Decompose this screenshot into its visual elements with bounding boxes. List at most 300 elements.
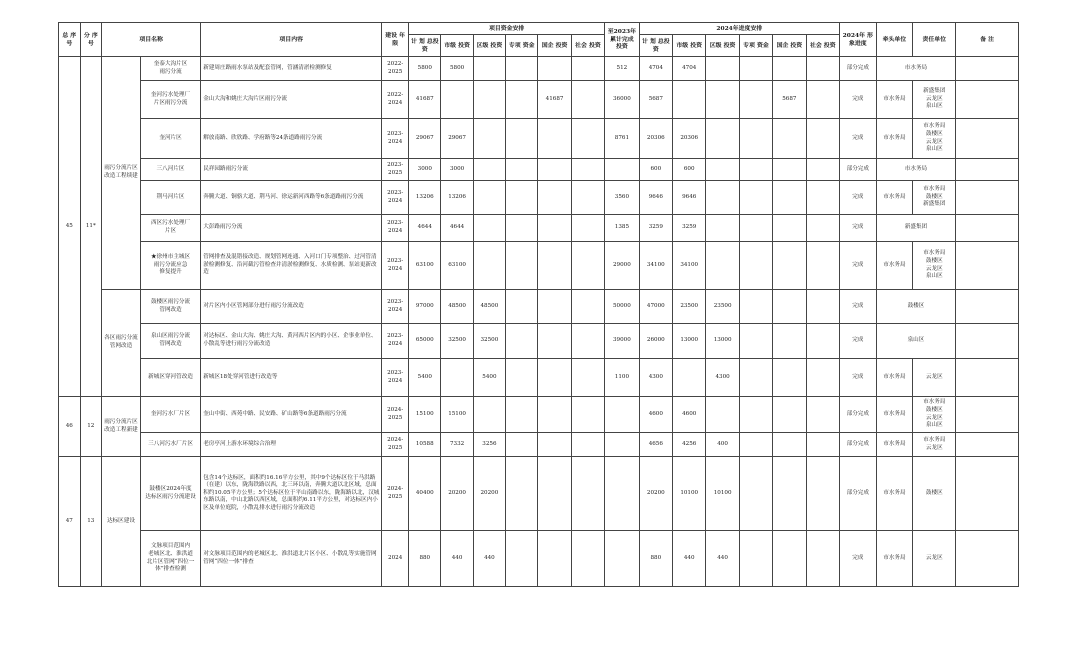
value-cell-special <box>506 119 538 159</box>
years-cell: 2023- 2024 <box>382 324 409 359</box>
value-cell-p-special <box>739 242 772 290</box>
category-cell: 雨污分流片区 改造工程新建 <box>102 397 141 457</box>
header-plan-total: 计 划 总投资 <box>409 35 441 57</box>
value-cell-cumulative <box>605 159 639 181</box>
value-cell-special <box>506 457 538 531</box>
value-cell-district <box>473 215 505 242</box>
header-special: 专项 资金 <box>506 35 538 57</box>
lead-unit-cell: 市水务局 <box>876 531 913 587</box>
value-cell-cumulative: 29000 <box>605 242 639 290</box>
value-cell-p-social <box>806 433 839 457</box>
value-cell-p-special <box>739 433 772 457</box>
value-cell-p-total: 3259 <box>639 215 672 242</box>
value-cell-district: 48500 <box>473 290 505 324</box>
value-cell-soe <box>538 159 571 181</box>
value-cell-social <box>571 397 604 433</box>
progress-cell: 部分完成 <box>839 457 876 531</box>
value-cell-cumulative: 50000 <box>605 290 639 324</box>
value-cell-plan-total: 40400 <box>409 457 441 531</box>
value-cell-city <box>441 359 473 397</box>
value-cell-soe <box>538 433 571 457</box>
project-name-cell: 鼓楼区雨污分流 管网改造 <box>140 290 200 324</box>
table-row <box>59 57 1019 81</box>
table-row <box>59 433 1019 457</box>
value-cell-special <box>506 57 538 81</box>
value-cell-special <box>506 324 538 359</box>
header-social: 社会 投资 <box>571 35 604 57</box>
value-cell-soe <box>538 397 571 433</box>
header-cumulative: 至2023年 累计完成 投资 <box>605 23 639 57</box>
lead-unit-cell: 鼓楼区 <box>876 290 956 324</box>
value-cell-plan-total: 97000 <box>409 290 441 324</box>
project-name-cell: 鼓楼区2024年度 达标区雨污分流建设 <box>140 457 200 531</box>
value-cell-plan-total: 41687 <box>409 81 441 119</box>
value-cell-district <box>473 181 505 215</box>
project-name-cell: 三八河污水厂片区 <box>140 433 200 457</box>
value-cell-p-city: 4600 <box>673 397 706 433</box>
value-cell-p-district <box>706 57 739 81</box>
project-content-cell: 对片区内小区管网部分进行雨污分流改造 <box>201 290 382 324</box>
value-cell-soe <box>538 242 571 290</box>
value-cell-p-special <box>739 119 772 159</box>
value-cell-p-social <box>806 215 839 242</box>
value-cell-p-social <box>806 81 839 119</box>
value-cell-p-social <box>806 290 839 324</box>
table-row <box>59 531 1019 587</box>
value-cell-plan-total: 15100 <box>409 397 441 433</box>
value-cell-p-social <box>806 57 839 81</box>
value-cell-cumulative <box>605 433 639 457</box>
value-cell-p-total: 20200 <box>639 457 672 531</box>
value-cell-plan-total: 65000 <box>409 324 441 359</box>
value-cell-city: 32500 <box>441 324 473 359</box>
value-cell-district: 5400 <box>473 359 505 397</box>
project-content-cell: 新城区18处穿河管进行改造等 <box>201 359 382 397</box>
lead-unit-cell: 市水务局 <box>876 359 913 397</box>
value-cell-plan-total: 13206 <box>409 181 441 215</box>
progress-cell: 完成 <box>839 324 876 359</box>
value-cell-plan-total: 3000 <box>409 159 441 181</box>
header-image-progress: 2024年 形象进度 <box>839 23 876 57</box>
value-cell-p-social <box>806 531 839 587</box>
header-soe-2024: 国企 投资 <box>773 35 806 57</box>
remarks-cell <box>956 242 1019 290</box>
progress-cell: 部分完成 <box>839 433 876 457</box>
progress-cell: 完成 <box>839 531 876 587</box>
value-cell-cumulative: 36000 <box>605 81 639 119</box>
value-cell-soe <box>538 181 571 215</box>
header-content: 项目内容 <box>201 23 382 57</box>
sub-no-cell: 12 <box>80 397 102 457</box>
value-cell-p-total: 26000 <box>639 324 672 359</box>
value-cell-p-total: 20306 <box>639 119 672 159</box>
value-cell-p-city: 9646 <box>673 181 706 215</box>
remarks-cell <box>956 81 1019 119</box>
value-cell-cumulative: 1100 <box>605 359 639 397</box>
value-cell-p-city: 600 <box>673 159 706 181</box>
value-cell-plan-total: 29067 <box>409 119 441 159</box>
progress-cell: 完成 <box>839 119 876 159</box>
value-cell-p-social <box>806 324 839 359</box>
responsible-unit-cell: 新盛集团 云龙区 泉山区 <box>913 81 956 119</box>
project-investment-table <box>58 22 1019 587</box>
remarks-cell <box>956 531 1019 587</box>
header-funding-group: 项目资金安排 <box>409 23 605 35</box>
project-name-cell: ★徐州市主城区 雨污分流应急 修复提升 <box>140 242 200 290</box>
value-cell-p-city: 20306 <box>673 119 706 159</box>
value-cell-city: 7332 <box>441 433 473 457</box>
value-cell-cumulative: 1385 <box>605 215 639 242</box>
remarks-cell <box>956 290 1019 324</box>
value-cell-city: 48500 <box>441 290 473 324</box>
value-cell-plan-total: 5400 <box>409 359 441 397</box>
value-cell-p-total: 9646 <box>639 181 672 215</box>
project-content-cell: 民祥园路雨污分流 <box>201 159 382 181</box>
value-cell-p-city <box>673 359 706 397</box>
years-cell: 2024- 2025 <box>382 457 409 531</box>
value-cell-p-soe <box>773 215 806 242</box>
value-cell-social <box>571 215 604 242</box>
value-cell-special <box>506 397 538 433</box>
table-row <box>59 359 1019 397</box>
header-sub-no: 分 序 号 <box>80 23 102 57</box>
header-progress-group: 2024年进度安排 <box>639 23 839 35</box>
value-cell-p-special <box>739 397 772 433</box>
header-social-2024: 社会 投资 <box>806 35 839 57</box>
responsible-unit-cell: 市水务局 鼓楼区 云龙区 泉山区 <box>913 242 956 290</box>
progress-cell: 完成 <box>839 181 876 215</box>
header-city: 市级 投资 <box>441 35 473 57</box>
value-cell-city: 4644 <box>441 215 473 242</box>
value-cell-social <box>571 433 604 457</box>
value-cell-p-total: 47000 <box>639 290 672 324</box>
progress-cell: 完成 <box>839 242 876 290</box>
value-cell-p-soe <box>773 159 806 181</box>
table-row <box>59 457 1019 531</box>
remarks-cell <box>956 433 1019 457</box>
value-cell-p-city: 10100 <box>673 457 706 531</box>
years-cell: 2022- 2024 <box>382 81 409 119</box>
project-content-cell: 大彭路雨污分流 <box>201 215 382 242</box>
header-district-2024: 区级 投资 <box>706 35 739 57</box>
value-cell-social <box>571 457 604 531</box>
value-cell-p-city: 4704 <box>673 57 706 81</box>
value-cell-special <box>506 181 538 215</box>
value-cell-social <box>571 531 604 587</box>
value-cell-district <box>473 119 505 159</box>
value-cell-p-soe <box>773 242 806 290</box>
value-cell-social <box>571 290 604 324</box>
lead-unit-cell: 市水务局 <box>876 159 956 181</box>
value-cell-special <box>506 242 538 290</box>
lead-unit-cell: 市水务局 <box>876 57 956 81</box>
value-cell-special <box>506 531 538 587</box>
value-cell-p-social <box>806 159 839 181</box>
project-content-cell: 包含14个达标区，面积约16.16平方公里，其中9个达标区位于马洪路（在建）以东，陇海铁路以西，北三环以南，奔腾大道以北区域，总面积约10.05平方公里；5个达标区位于平山南路以东，陇海路以北，汉城东路以南，中山北路以西区域，总面积约6.11平方公里，对达标区内小区及单位庭院，小散乱排水进行雨污分流改造 <box>201 457 382 531</box>
lead-unit-cell: 市水务局 <box>876 397 913 433</box>
total-no-cell: 45 <box>59 57 81 397</box>
progress-cell: 部分完成 <box>839 57 876 81</box>
remarks-cell <box>956 359 1019 397</box>
header-plan-total-2024: 计 划 总投资 <box>639 35 672 57</box>
table-row <box>59 159 1019 181</box>
project-content-cell: 对达标区、金山大沟、姚庄大沟、黄河西片区内的小区、企事业单位、小散乱等进行雨污分流改造 <box>201 324 382 359</box>
value-cell-p-special <box>739 159 772 181</box>
table-row <box>59 215 1019 242</box>
value-cell-special <box>506 433 538 457</box>
progress-cell: 完成 <box>839 290 876 324</box>
header-remarks: 备 注 <box>956 23 1019 57</box>
value-cell-cumulative: 512 <box>605 57 639 81</box>
remarks-cell <box>956 119 1019 159</box>
value-cell-p-city: 3259 <box>673 215 706 242</box>
header-city-2024: 市级 投资 <box>673 35 706 57</box>
category-cell: 雨污分流片区 改造工程续建 <box>102 57 141 290</box>
value-cell-p-district <box>706 159 739 181</box>
value-cell-p-city: 4256 <box>673 433 706 457</box>
value-cell-city: 13206 <box>441 181 473 215</box>
value-cell-p-district <box>706 119 739 159</box>
sub-no-cell: 11* <box>80 57 102 397</box>
table-row <box>59 242 1019 290</box>
value-cell-social <box>571 359 604 397</box>
header-soe: 国企 投资 <box>538 35 571 57</box>
value-cell-district <box>473 81 505 119</box>
header-district: 区级 投资 <box>473 35 505 57</box>
value-cell-special <box>506 159 538 181</box>
value-cell-p-total: 5687 <box>639 81 672 119</box>
value-cell-soe: 41687 <box>538 81 571 119</box>
value-cell-city <box>441 81 473 119</box>
value-cell-p-special <box>739 531 772 587</box>
value-cell-social <box>571 324 604 359</box>
value-cell-p-social <box>806 359 839 397</box>
value-cell-soe <box>538 531 571 587</box>
years-cell: 2023- 2024 <box>382 290 409 324</box>
value-cell-p-soe <box>773 397 806 433</box>
responsible-unit-cell: 市水务局 鼓楼区 云龙区 泉山区 <box>913 119 956 159</box>
responsible-unit-cell: 云龙区 <box>913 359 956 397</box>
remarks-cell <box>956 324 1019 359</box>
progress-cell: 完成 <box>839 81 876 119</box>
value-cell-p-special <box>739 181 772 215</box>
value-cell-p-total: 4656 <box>639 433 672 457</box>
sub-no-cell: 13 <box>80 457 102 587</box>
value-cell-p-total: 600 <box>639 159 672 181</box>
header-project-name: 项目名称 <box>102 23 201 57</box>
table-row <box>59 181 1019 215</box>
table-row <box>59 81 1019 119</box>
value-cell-social <box>571 81 604 119</box>
value-cell-district: 20200 <box>473 457 505 531</box>
value-cell-p-soe <box>773 57 806 81</box>
years-cell: 2022- 2025 <box>382 57 409 81</box>
remarks-cell <box>956 181 1019 215</box>
investment-table-sheet <box>58 22 1019 587</box>
project-name-cell: 新城区穿河管改造 <box>140 359 200 397</box>
value-cell-soe <box>538 359 571 397</box>
responsible-unit-cell: 云龙区 <box>913 531 956 587</box>
value-cell-p-total: 4600 <box>639 397 672 433</box>
lead-unit-cell: 市水务局 <box>876 181 913 215</box>
value-cell-social <box>571 119 604 159</box>
project-name-cell: 奎河片区 <box>140 119 200 159</box>
years-cell: 2023- 2025 <box>382 159 409 181</box>
value-cell-p-total: 4704 <box>639 57 672 81</box>
value-cell-district <box>473 397 505 433</box>
years-cell: 2023- 2024 <box>382 359 409 397</box>
project-name-cell: 荆马河片区 <box>140 181 200 215</box>
value-cell-district <box>473 242 505 290</box>
value-cell-p-district: 10100 <box>706 457 739 531</box>
value-cell-plan-total: 10588 <box>409 433 441 457</box>
value-cell-p-social <box>806 457 839 531</box>
value-cell-special <box>506 359 538 397</box>
value-cell-p-special <box>739 359 772 397</box>
value-cell-district <box>473 159 505 181</box>
years-cell: 2024- 2025 <box>382 397 409 433</box>
value-cell-p-soe <box>773 457 806 531</box>
value-cell-p-social <box>806 181 839 215</box>
value-cell-special <box>506 290 538 324</box>
project-content-cell: 解放南路、欣欣路、学府路等24条道路雨污分流 <box>201 119 382 159</box>
value-cell-p-district: 4300 <box>706 359 739 397</box>
value-cell-district: 3256 <box>473 433 505 457</box>
remarks-cell <box>956 57 1019 81</box>
table-body <box>59 57 1019 587</box>
years-cell: 2024- 2025 <box>382 433 409 457</box>
value-cell-cumulative <box>605 457 639 531</box>
project-content-cell: 新建周庄路雨水泵站及配套管网，管涵清淤检测修复 <box>201 57 382 81</box>
value-cell-p-social <box>806 397 839 433</box>
progress-cell: 完成 <box>839 359 876 397</box>
value-cell-city: 20200 <box>441 457 473 531</box>
responsible-unit-cell: 市水务局 云龙区 <box>913 433 956 457</box>
value-cell-soe <box>538 457 571 531</box>
table-row <box>59 290 1019 324</box>
header-lead-unit: 牵头单位 <box>876 23 913 57</box>
years-cell: 2024 <box>382 531 409 587</box>
value-cell-p-special <box>739 324 772 359</box>
value-cell-cumulative: 3560 <box>605 181 639 215</box>
lead-unit-cell: 市水务局 <box>876 457 913 531</box>
value-cell-plan-total: 4644 <box>409 215 441 242</box>
responsible-unit-cell: 市水务局 鼓楼区 云龙区 泉山区 <box>913 397 956 433</box>
value-cell-city: 3000 <box>441 159 473 181</box>
value-cell-district: 440 <box>473 531 505 587</box>
table-row <box>59 324 1019 359</box>
value-cell-social <box>571 242 604 290</box>
value-cell-special <box>506 215 538 242</box>
project-content-cell: 奔腾大道、铜骆大道、荆马河、徐运新河西路等6条道路雨污分流 <box>201 181 382 215</box>
years-cell: 2023- 2024 <box>382 119 409 159</box>
remarks-cell <box>956 397 1019 433</box>
value-cell-p-special <box>739 81 772 119</box>
responsible-unit-cell: 市水务局 鼓楼区 新盛集团 <box>913 181 956 215</box>
value-cell-p-total: 880 <box>639 531 672 587</box>
value-cell-p-district: 400 <box>706 433 739 457</box>
project-name-cell: 三八河片区 <box>140 159 200 181</box>
value-cell-p-total: 34100 <box>639 242 672 290</box>
value-cell-city: 63100 <box>441 242 473 290</box>
value-cell-cumulative <box>605 397 639 433</box>
lead-unit-cell: 市水务局 <box>876 81 913 119</box>
value-cell-p-city: 13000 <box>673 324 706 359</box>
project-name-cell: 奎泰大沟片区 雨污分流 <box>140 57 200 81</box>
total-no-cell: 47 <box>59 457 81 587</box>
value-cell-city: 29067 <box>441 119 473 159</box>
remarks-cell <box>956 457 1019 531</box>
value-cell-city: 5800 <box>441 57 473 81</box>
value-cell-soe <box>538 215 571 242</box>
progress-cell: 部分完成 <box>839 397 876 433</box>
value-cell-p-soe <box>773 433 806 457</box>
value-cell-p-district <box>706 215 739 242</box>
value-cell-cumulative: 39000 <box>605 324 639 359</box>
value-cell-p-district: 440 <box>706 531 739 587</box>
value-cell-p-city <box>673 81 706 119</box>
lead-unit-cell: 新盛集团 <box>876 215 956 242</box>
value-cell-p-city: 23500 <box>673 290 706 324</box>
progress-cell: 完成 <box>839 215 876 242</box>
lead-unit-cell: 市水务局 <box>876 119 913 159</box>
value-cell-social <box>571 181 604 215</box>
header-total-no: 总 序 号 <box>59 23 81 57</box>
value-cell-soe <box>538 57 571 81</box>
value-cell-soe <box>538 324 571 359</box>
remarks-cell <box>956 159 1019 181</box>
header-years: 建设 年限 <box>382 23 409 57</box>
project-name-cell: 西区污水处理厂 片区 <box>140 215 200 242</box>
value-cell-p-soe: 5687 <box>773 81 806 119</box>
header-special-2024: 专项 资金 <box>739 35 772 57</box>
responsible-unit-cell: 鼓楼区 <box>913 457 956 531</box>
total-no-cell: 46 <box>59 397 81 457</box>
project-name-cell: 奎河污水处理厂 片区雨污分流 <box>140 81 200 119</box>
value-cell-p-soe <box>773 290 806 324</box>
value-cell-special <box>506 81 538 119</box>
value-cell-p-soe <box>773 119 806 159</box>
header-responsible-unit: 责任单位 <box>913 23 956 57</box>
table-row <box>59 119 1019 159</box>
value-cell-p-district: 23500 <box>706 290 739 324</box>
progress-cell: 部分完成 <box>839 159 876 181</box>
value-cell-plan-total: 880 <box>409 531 441 587</box>
years-cell: 2023- 2024 <box>382 181 409 215</box>
value-cell-district: 32500 <box>473 324 505 359</box>
value-cell-p-total: 4300 <box>639 359 672 397</box>
value-cell-p-special <box>739 457 772 531</box>
value-cell-plan-total: 5800 <box>409 57 441 81</box>
project-name-cell: 奎河污水厂片区 <box>140 397 200 433</box>
value-cell-p-soe <box>773 181 806 215</box>
value-cell-p-city: 34100 <box>673 242 706 290</box>
value-cell-plan-total: 63100 <box>409 242 441 290</box>
value-cell-city: 440 <box>441 531 473 587</box>
value-cell-p-special <box>739 290 772 324</box>
value-cell-cumulative <box>605 531 639 587</box>
project-content-cell: 金山大沟和姚庄大沟片区雨污分流 <box>201 81 382 119</box>
project-content-cell: 老房亭河上游水环境综合治理 <box>201 433 382 457</box>
value-cell-p-social <box>806 119 839 159</box>
table-row <box>59 397 1019 433</box>
value-cell-p-district <box>706 397 739 433</box>
value-cell-p-soe <box>773 531 806 587</box>
value-cell-p-district <box>706 242 739 290</box>
value-cell-social <box>571 159 604 181</box>
lead-unit-cell: 市水务局 <box>876 433 913 457</box>
value-cell-p-special <box>739 215 772 242</box>
